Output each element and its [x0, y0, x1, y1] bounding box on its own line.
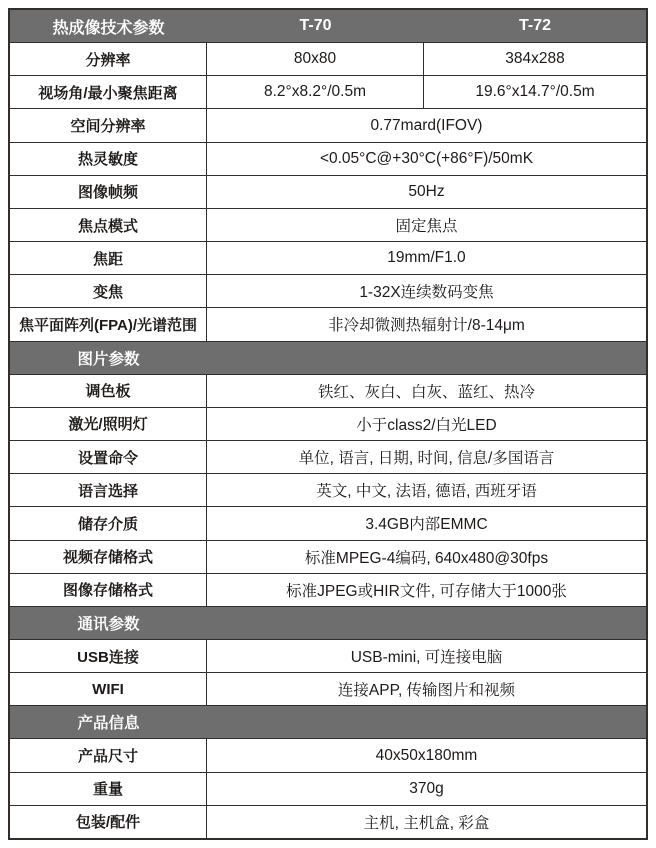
- row-label: 视频存储格式: [10, 541, 207, 573]
- row-label: 语言选择: [10, 474, 207, 506]
- table-row-packaging: [10, 805, 646, 838]
- table-row-product-size: [10, 738, 646, 771]
- row-value: 3.4GB内部EMMC: [365, 516, 488, 534]
- section-header-image-params: [10, 341, 646, 374]
- section-title: 产品信息: [77, 715, 140, 733]
- table-row-fpa: [10, 307, 646, 340]
- column-header-t72: T-72: [518, 17, 551, 35]
- section-filler: [207, 607, 646, 639]
- row-value: 小于class2/白光LED: [356, 416, 497, 434]
- row-label: 变焦: [10, 275, 207, 307]
- row-label: 包装/配件: [10, 806, 207, 838]
- table-row-usb: [10, 639, 646, 672]
- table-row-thermal-sensitivity: [10, 142, 646, 175]
- row-value: 370g: [409, 779, 444, 797]
- section-filler: [207, 342, 646, 374]
- row-value: <0.05°C@+30°C(+86°F)/50mK: [319, 149, 534, 167]
- row-label: 分辨率: [10, 43, 207, 75]
- row-label: 激光/照明灯: [10, 408, 207, 440]
- row-value: 1-32X连续数码变焦: [359, 284, 494, 302]
- table-row-focus-mode: [10, 208, 646, 241]
- table-row-video-format: [10, 540, 646, 573]
- row-label: 图像存储格式: [10, 574, 207, 606]
- row-value-t72: 384x288: [505, 50, 565, 68]
- row-label: 焦点模式: [10, 209, 207, 241]
- section-header-communication-params: [10, 606, 646, 639]
- row-value: 0.77mard(IFOV): [370, 116, 483, 134]
- table-row-palette: [10, 374, 646, 407]
- table-row-setup-commands: [10, 440, 646, 473]
- row-label: WIFI: [10, 673, 207, 705]
- table-row-resolution: [10, 42, 646, 75]
- row-label: 重量: [10, 773, 207, 805]
- row-label: 产品尺寸: [10, 739, 207, 771]
- row-value-t70: 80x80: [207, 43, 424, 75]
- thermal-imaging-spec-table: [8, 8, 648, 840]
- row-value-t70: 8.2°x8.2°/0.5m: [207, 76, 424, 108]
- row-label: 图像帧频: [10, 176, 207, 208]
- row-value: 19mm/F1.0: [387, 249, 466, 267]
- table-header-row: [10, 10, 646, 42]
- row-value: 主机, 主机盒, 彩盒: [363, 814, 490, 832]
- row-value: 50Hz: [408, 182, 445, 200]
- row-label: USB连接: [10, 640, 207, 672]
- table-row-wifi: [10, 672, 646, 705]
- section-header-product-info: [10, 705, 646, 738]
- table-row-image-format: [10, 573, 646, 606]
- row-label: 设置命令: [10, 441, 207, 473]
- table-title: 热成像技术参数: [52, 19, 165, 37]
- table-row-languages: [10, 473, 646, 506]
- row-value: 标准JPEG或HIR文件, 可存储大于1000张: [286, 582, 567, 600]
- table-row-zoom: [10, 274, 646, 307]
- row-label: 热灵敏度: [10, 143, 207, 175]
- row-label: 焦平面阵列(FPA)/光谱范围: [10, 308, 207, 340]
- table-row-fov: [10, 75, 646, 108]
- section-title: 图片参数: [77, 350, 140, 368]
- table-row-spatial-resolution: [10, 108, 646, 141]
- table-row-frame-rate: [10, 175, 646, 208]
- row-value: 40x50x180mm: [375, 746, 478, 764]
- row-value: 单位, 语言, 日期, 时间, 信息/多国语言: [298, 450, 555, 468]
- row-value: USB-mini, 可连接电脑: [350, 649, 503, 667]
- row-value: 英文, 中文, 法语, 德语, 西班牙语: [316, 483, 537, 501]
- table-row-storage-medium: [10, 506, 646, 539]
- column-header-t70: T-70: [299, 17, 332, 35]
- table-row-weight: [10, 772, 646, 805]
- row-label: 视场角/最小聚焦距离: [10, 76, 207, 108]
- row-label: 焦距: [10, 242, 207, 274]
- row-value: 连接APP, 传输图片和视频: [337, 682, 516, 700]
- section-title: 通讯参数: [77, 615, 140, 633]
- table-row-focal-length: [10, 241, 646, 274]
- row-value-t72: 19.6°x14.7°/0.5m: [475, 83, 595, 101]
- row-label: 调色板: [10, 375, 207, 407]
- section-filler: [207, 706, 646, 738]
- row-label: 空间分辨率: [10, 109, 207, 141]
- row-value: 非冷却微测热辐射计/8-14μm: [328, 317, 525, 335]
- row-value: 标准MPEG-4编码, 640x480@30fps: [304, 549, 549, 567]
- table-row-laser-light: [10, 407, 646, 440]
- row-label: 储存介质: [10, 507, 207, 539]
- row-value: 铁红、灰白、白灰、蓝红、热冷: [317, 383, 535, 401]
- row-value: 固定焦点: [395, 218, 458, 236]
